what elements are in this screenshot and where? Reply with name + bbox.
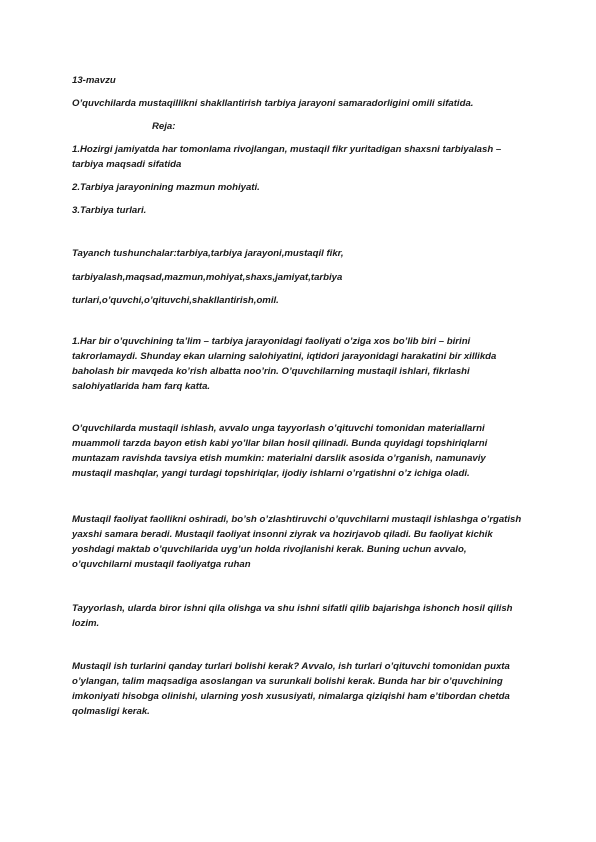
key-concepts-line-1: Tayanch tushunchalar:tarbiya,tarbiya jarayoni,mustaqil fikr, xyxy=(72,248,344,259)
paragraph-1: 1.Har bir o’quvchining ta’lim – tarbiya jarayonidagi faoliyati o’ziga xos bo’lib biri – birini takrorlamaydi. Shunday ekan ularning salohiyatini, iqtidori jarayonidagi harakatini bir xillikda baholash bir mavqeda ko’rish albatta noo’rin. O’quvchilarning mustaqil ishlari, fikrlashi salohiyatlarida ham farq katta. xyxy=(72,336,497,392)
topic-number: 13-mavzu xyxy=(72,75,116,86)
key-concepts-line-3: turlari,o’quvchi,o’qituvchi,shakllantirish,omil. xyxy=(72,295,279,306)
plan-heading: Reja: xyxy=(152,121,176,132)
paragraph-2: O’quvchilarda mustaqil ishlash, avvalo unga tayyorlash o’qituvchi tomonidan materiallarni muammoli tarzda bayon etish kabi yo’llar bilan hosil qilinadi. Bunda quyidagi topshiriqlarni muntazam ravishda tavsiya etish mumkin: materialni darslik asosida o’rganish, namunaviy mustaqil mashqlar, yangi turdagi topshiriqlar, ijodiy ishlarni o’rgatishni o’z ichiga oladi. xyxy=(72,423,488,479)
plan-item-2: 2.Tarbiya jarayonining mazmun mohiyati. xyxy=(72,182,260,193)
paragraph-4: Tayyorlash, ularda biror ishni qila olishga va shu ishni sifatli qilib bajarishga ishonch hosil qilish lozim. xyxy=(72,603,513,629)
paragraph-5: Mustaqil ish turlarini qanday turlari bolishi kerak? Avvalo, ish turlari o’qituvchi tomonidan puxta o’ylangan, talim maqsadiga asoslangan va surunkali bolishi kerak. Bunda har bir o’quvchining imkoniyati hisobga olinishi, ularning yosh xususiyati, nimalarga qiziqishi ham e’tibordan chetda qolmasligi kerak. xyxy=(72,661,510,717)
paragraph-3: Mustaqil faoliyat faollikni oshiradi, bo’sh o’zlashtiruvchi o’quvchilarni mustaqil ishlashga o’rgatish yaxshi samara beradi. Mustaqil faoliyat insonni ziyrak va hozirjavob qiladi. Bu faoliyat kichik yoshdagi maktab o’quvchilarida uyg’un holda rivojlanishi kerak. Buning uchun avvalo, o’quvchilarni mustaqil faoliyatga ruhan xyxy=(72,514,522,570)
plan-item-3: 3.Tarbiya turlari. xyxy=(72,205,147,216)
plan-item-1: 1.Hozirgi jamiyatda har tomonlama rivojlangan, mustaqil fikr yuritadigan shaxsni tarbiyalash – tarbiya maqsadi sifatida xyxy=(72,144,502,170)
document-title: O’quvchilarda mustaqillikni shakllantirish tarbiya jarayoni samaradorligini omili sifatida. xyxy=(72,98,474,109)
key-concepts-line-2: tarbiyalash,maqsad,mazmun,mohiyat,shaxs,jamiyat,tarbiya xyxy=(72,272,343,283)
